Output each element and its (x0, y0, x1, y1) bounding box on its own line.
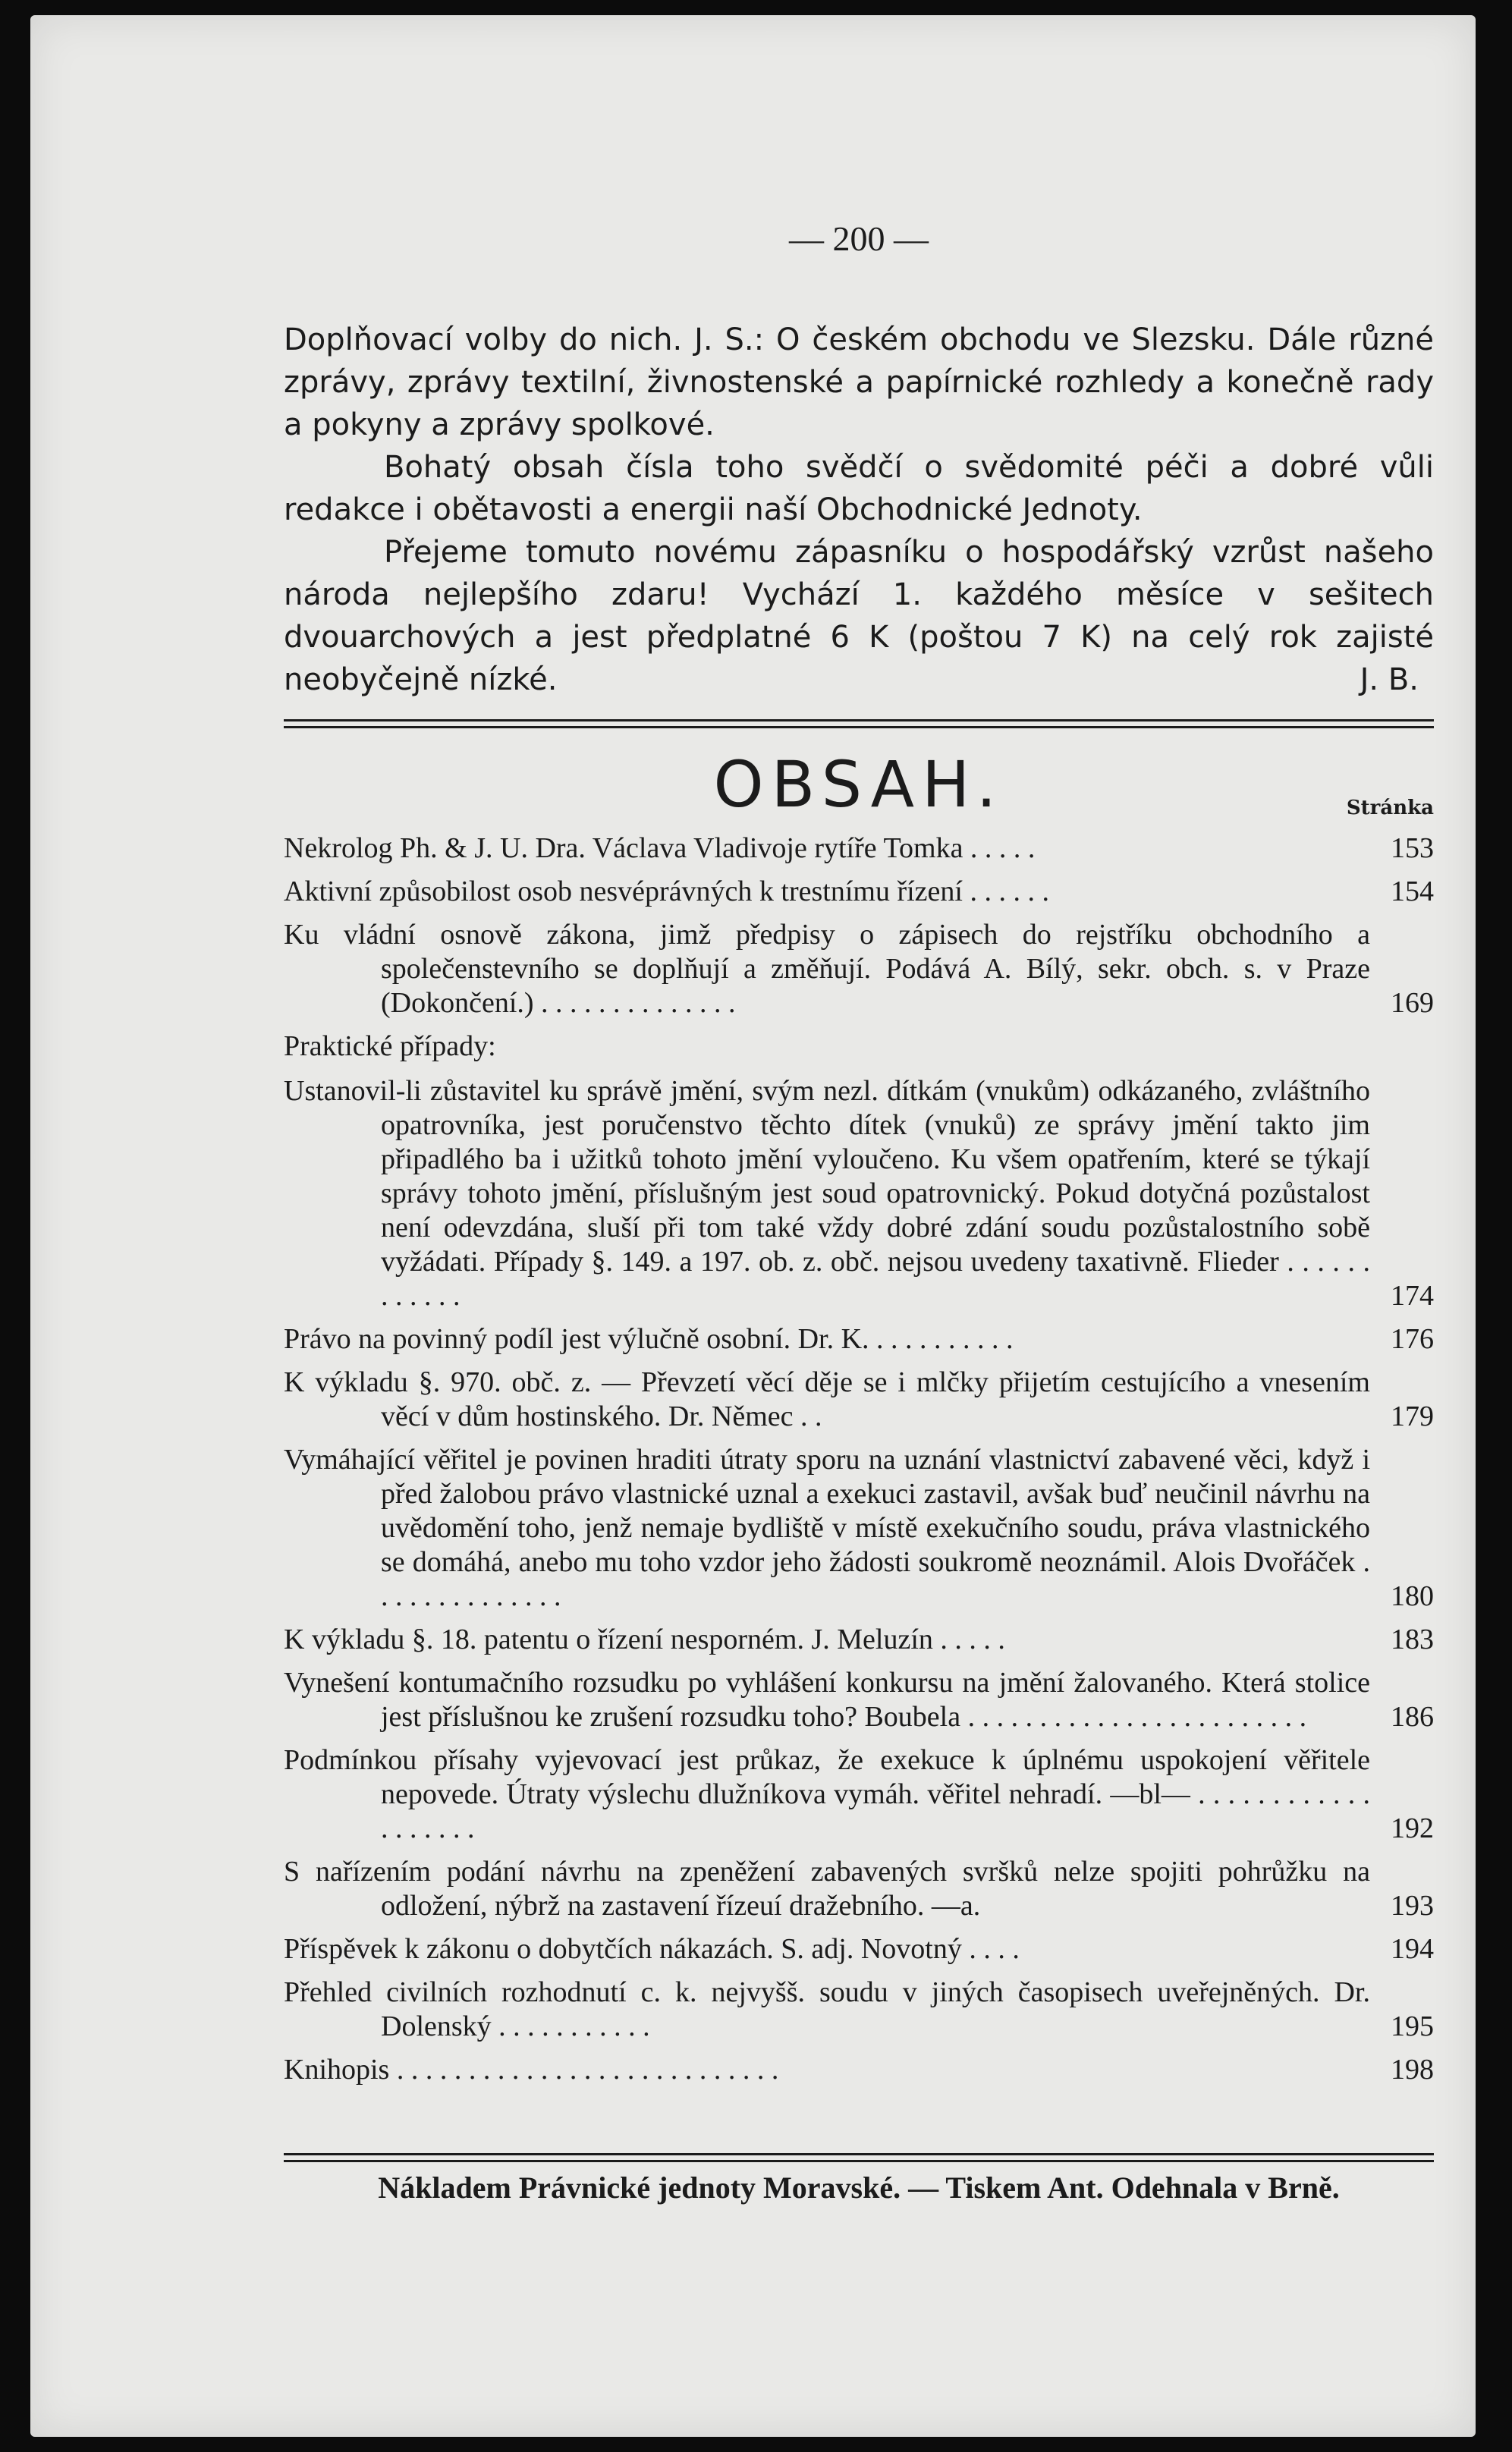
toc-entry-page: 169 (1391, 987, 1434, 1019)
toc-entry (284, 2053, 1434, 2087)
toc-entry-text: Vynešení kontumačního rozsudku po vyhlášení konkursu na jmění žalovaného. Která stolice jest příslušnou ke zrušení rozsudku toho? Boubela . . . . . . . . . . . . . . . . . . . . . . . . (284, 1667, 1370, 1733)
toc-entry-text: Ku vládní osnově zákona, jimž předpisy o zápisech do rejstříku obchodního a společenstevního se doplňují a změňují. Podává A. Bílý, sekr. obch. s. v Praze (Dokončení.) . . . . . . . . . . . . . . (284, 919, 1370, 1019)
toc-entry-page: 176 (1391, 1323, 1434, 1355)
toc-entry-page: 180 (1391, 1580, 1434, 1612)
top-double-rule (284, 719, 1434, 728)
toc-entry (284, 1366, 1434, 1434)
toc-entry (284, 1443, 1434, 1614)
toc-entry-page: 186 (1391, 1701, 1434, 1733)
bottom-double-rule (284, 2153, 1434, 2162)
toc-entry-page: 195 (1391, 2010, 1434, 2042)
toc-section-label: Praktické případy: (284, 1030, 496, 1062)
toc-entry-text: Právo na povinný podíl jest výlučně osobní. Dr. K. . . . . . . . . . . (284, 1323, 1014, 1355)
table-of-contents (284, 831, 1434, 2096)
publisher-footer: Nákladem Právnické jednoty Moravské. — Tiskem Ant. Odehnala v Brně. (378, 2171, 1340, 2205)
page-number: — 200 — (789, 219, 929, 258)
toc-entry-page: 194 (1391, 1933, 1434, 1965)
toc-entry-text: Ustanovil-li zůstavitel ku správě jmění, svým nezl. dítkám (vnukům) odkázaného, zvláštního opatrovníka, jest poručenstvo těchto dítek (vnuků) ze správy jmění takto jim připadlého ba i užitků tohoto jmění vyloučeno. Ku všem opatřením, které se týkají správy tohoto jmění, příslušným jest soud opatrovnický. Pokud dotyčná pozůstalost není odevzdána, sluší při tom také vždy dobré zdání soudu pozůstalostního sobě vyžádati. Případy §. 149. a 197. ob. z. obč. nejsou uvedeny taxativně. Flieder . . . . . . . . . . . . (284, 1075, 1370, 1312)
intro-text (284, 319, 1434, 701)
toc-entry-page: 193 (1391, 1890, 1434, 1922)
toc-entry-text: Aktivní způsobilost osob nesvéprávných k trestnímu řízení . . . . . . (284, 875, 1049, 907)
toc-entry-page: 192 (1391, 1812, 1434, 1844)
intro-paragraph-1: Doplňovací volby do nich. J. S.: O českém obchodu ve Slezsku. Dále různé zprávy, zprávy textilní, živnostenské a papírnické rozhledy a konečně rady a pokyny a zprávy spolkové. (284, 322, 1434, 442)
toc-entry-page: 153 (1391, 832, 1434, 864)
toc-entry-text: Vymáhající věřitel je povinen hraditi útraty sporu na uznání vlastnictví zabavené věci, když i před žalobou právo vlastnické uznal a exekuci zastavil, avšak buď neučinil návrhu na uvědomění toho, jenž nemaje bydliště v místě exekučního soudu, práva vlastnického se domáhá, anebo mu toho vzdor jeho žádosti soukromě neoznámil. Alois Dvořáček . . . . . . . . . . . . . . (284, 1444, 1370, 1612)
toc-entry (284, 1322, 1434, 1356)
toc-entry-text: Přehled civilních rozhodnutí c. k. nejvyšš. soudu v jiných časopisech uveřejněných. Dr. Dolenský . . . . . . . . . . . (284, 1976, 1370, 2042)
toc-entry (284, 1666, 1434, 1734)
toc-entry (284, 1623, 1434, 1657)
toc-entry (284, 918, 1434, 1020)
toc-entry-page: 174 (1391, 1280, 1434, 1312)
intro-paragraph-3: Přejeme tomuto novému zápasníku o hospodářský vzrůst našeho národa nejlepšího zdaru! Vychází 1. každého měsíce v sešitech dvouarchových a jest předplatné 6 K (poštou 7 K) na celý rok zajisté neobyčejně nízké. (284, 535, 1434, 697)
toc-entry (284, 1932, 1434, 1966)
toc-entry-page: 198 (1391, 2054, 1434, 2086)
toc-entry (284, 1855, 1434, 1923)
intro-paragraph-2: Bohatý obsah čísla toho svědčí o svědomité péči a dobré vůli redakce i obětavosti a energii naší Obchodnické Jednoty. (284, 450, 1434, 527)
toc-title: OBSAH. (713, 747, 1004, 822)
toc-entry-text: Nekrolog Ph. & J. U. Dra. Václava Vladivoje rytíře Tomka . . . . . (284, 832, 1036, 864)
toc-entry-page: 154 (1391, 875, 1434, 907)
toc-entry (284, 1976, 1434, 2044)
toc-entry (284, 1074, 1434, 1313)
toc-entry-text: Příspěvek k zákonu o dobytčích nákazách. S. adj. Novotný . . . . (284, 1933, 1020, 1965)
toc-entry (284, 831, 1434, 866)
toc-entry-page: 183 (1391, 1624, 1434, 1655)
toc-page-header: Stránka (1346, 797, 1434, 819)
toc-entry-text: S nařízením podání návrhu na zpeněžení zabavených svršků nelze spojiti pohrůžku na odložení, nýbrž na zastavení řízeuí dražebního. —a. (284, 1856, 1370, 1922)
toc-entry (284, 1743, 1434, 1846)
toc-entry-text: Podmínkou přísahy vyjevovací jest průkaz, že exekuce k úplnému uspokojení věřitele nepovede. Útraty výslechu dlužníkova vymáh. věřitel nehradí. —bl— . . . . . . . . . . . . . . . . . . . (284, 1744, 1370, 1844)
toc-entry-text: K výkladu §. 970. obč. z. — Převzetí věcí děje se i mlčky přijetím cestujícího a vnesením věcí v dům hostinského. Dr. Němec . . (284, 1366, 1370, 1432)
intro-signature: J. B. (1360, 662, 1419, 697)
toc-entry-text: Knihopis . . . . . . . . . . . . . . . . . . . . . . . . . . . (284, 2054, 779, 2086)
toc-entry (284, 875, 1434, 909)
page-sheet (30, 15, 1476, 2437)
toc-entry-text: K výkladu §. 18. patentu o řízení nesporném. J. Meluzín . . . . . (284, 1624, 1005, 1655)
toc-entry-page: 179 (1391, 1400, 1434, 1432)
